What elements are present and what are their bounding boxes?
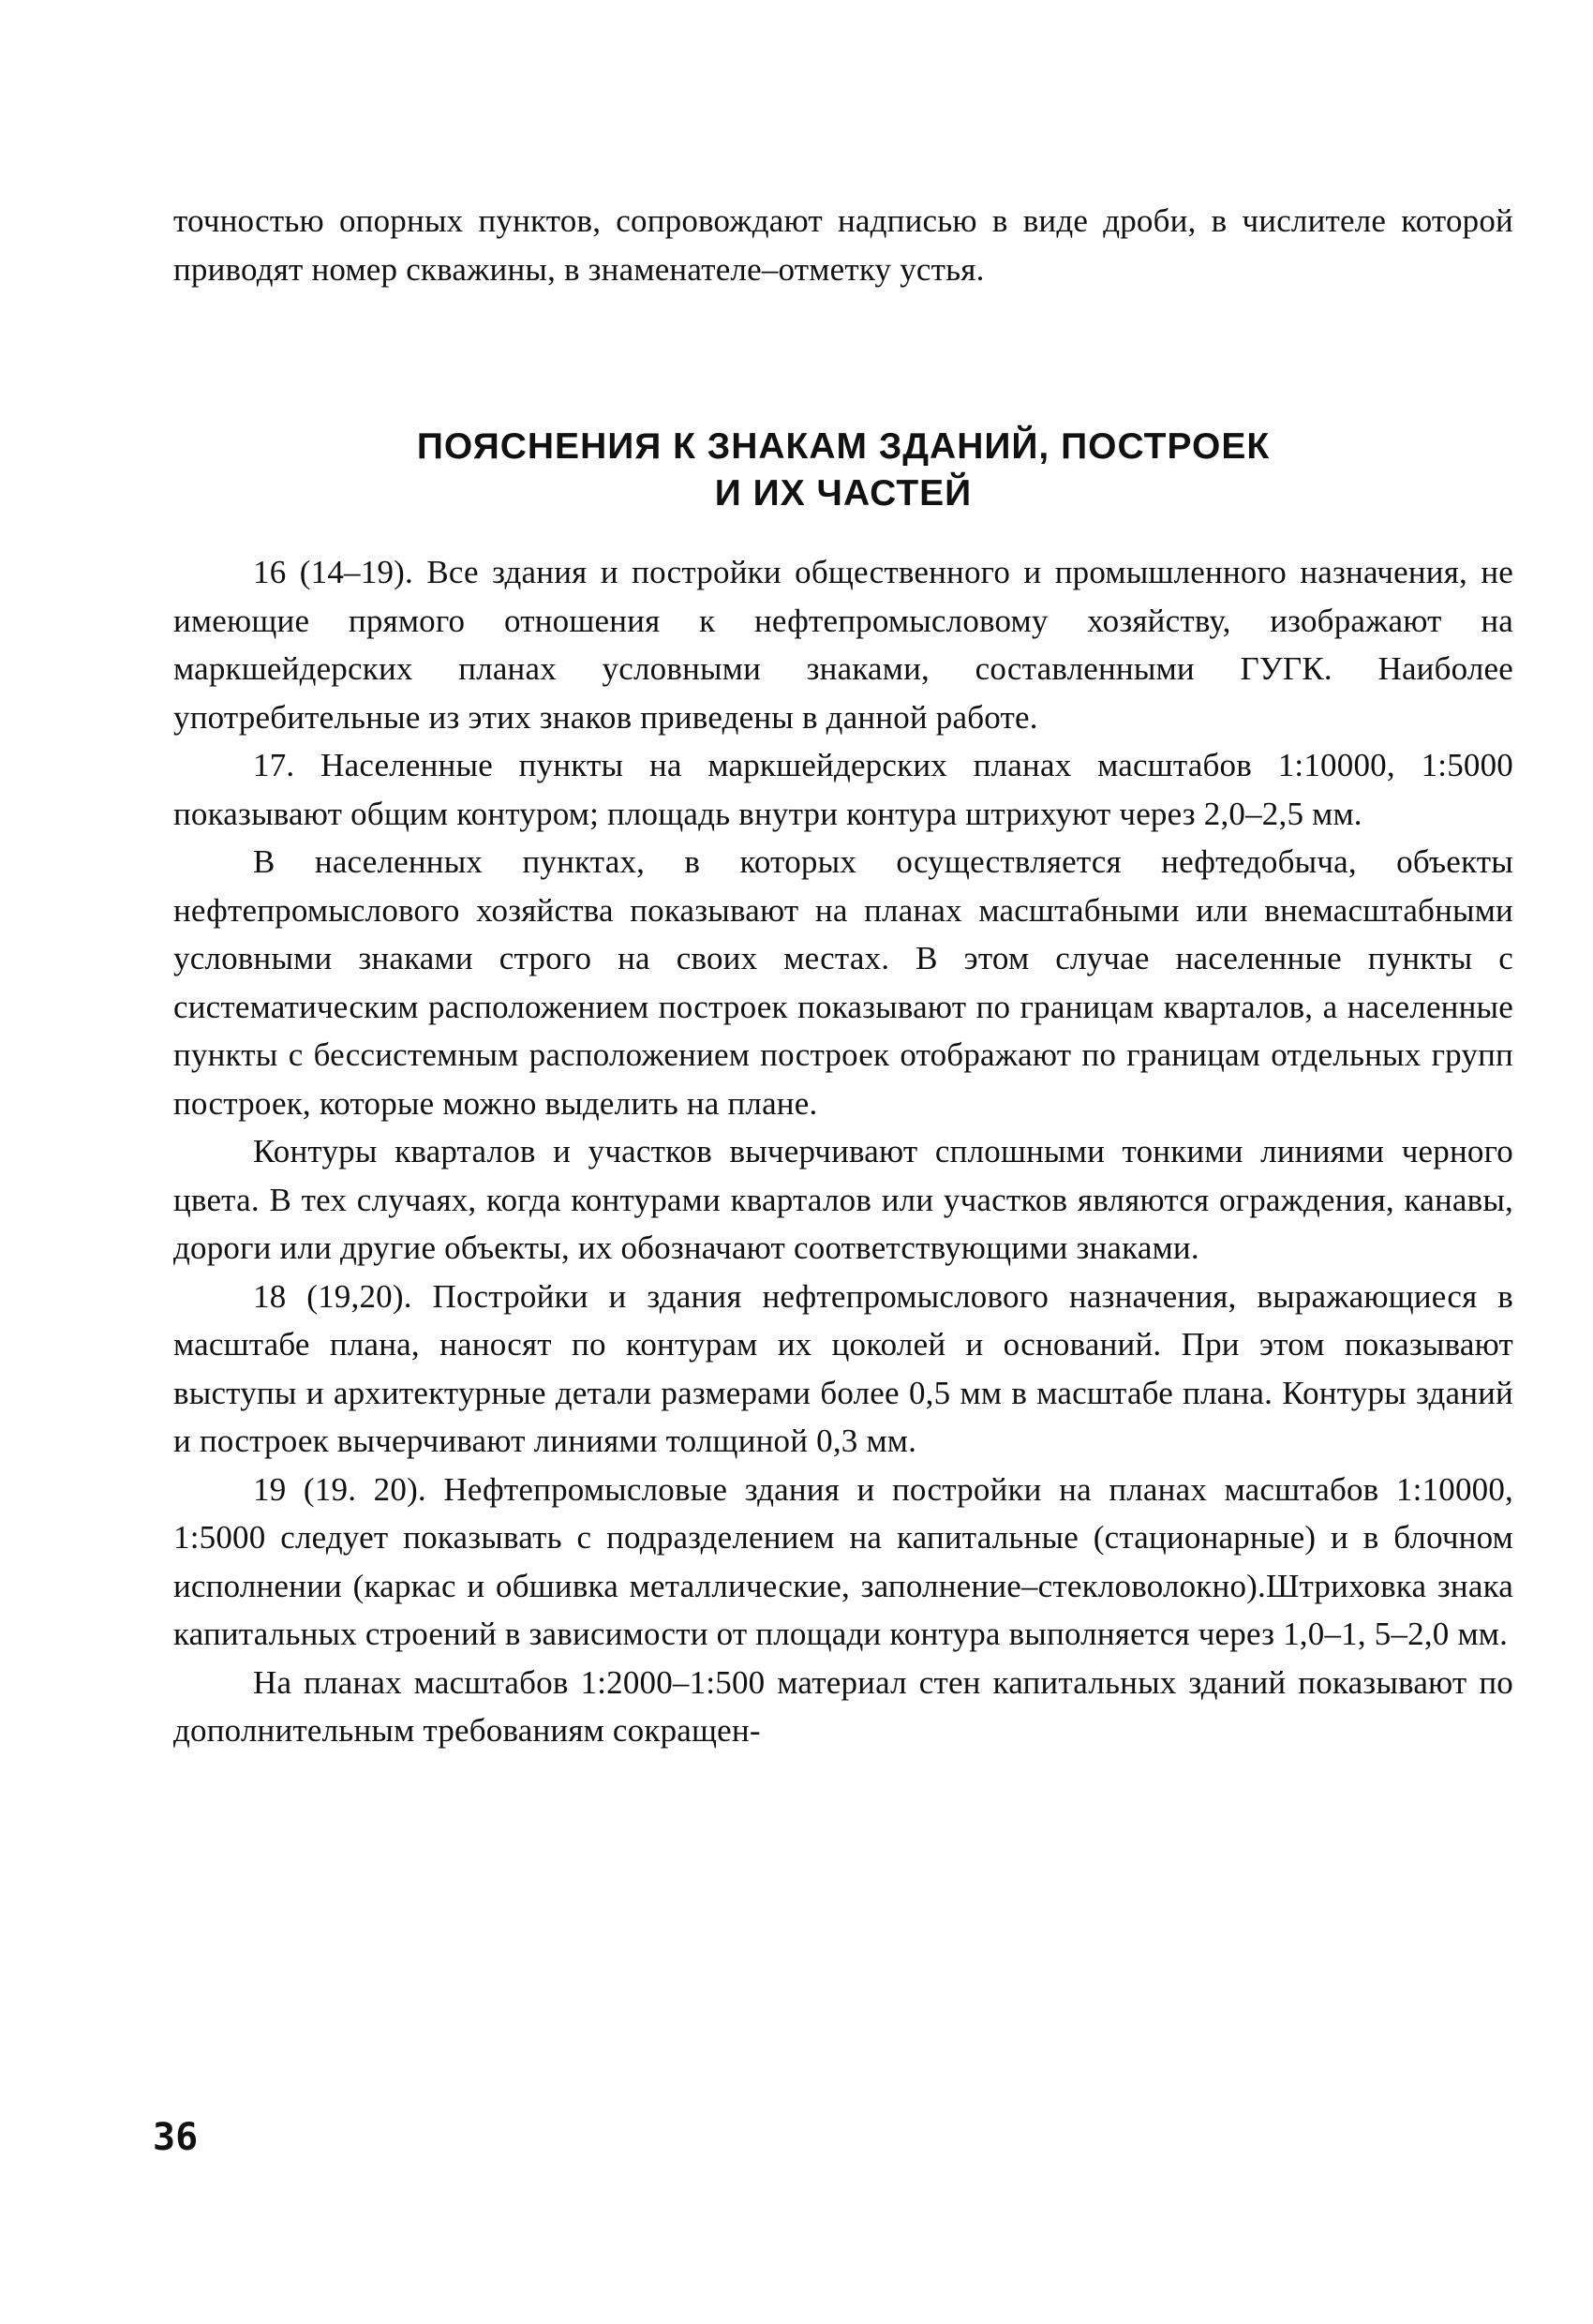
paragraph-wall-material: На планах масштабов 1:2000–1:500 материал стен капитальных зданий показывают по дополнительным требованиям сокращен-: [173, 1663, 1513, 1749]
paragraph-16: 16 (14–19). Все здания и постройки общественного и промышленного назначения, не имеющие прямого отношения к нефтепромысловому хозяйству, изображают на маркшейдерских планах условными знаками, составленными ГУГК. Наиболее употребительные из этих знаков приведены в данной работе.: [173, 554, 1513, 736]
section-heading-line-1: ПОЯСНЕНИЯ К ЗНАКАМ ЗДАНИЙ, ПОСТРОЕК: [416, 426, 1271, 467]
paragraph-contours: Контуры кварталов и участков вычерчивают сплошными тонкими линиями черного цвета. В тех случаях, когда контурами кварталов или участков являются ограждения, канавы, дороги или другие объекты, их обозначают соответствующими знаками.: [173, 1133, 1513, 1266]
section-heading-line-2: И ИХ ЧАСТЕЙ: [714, 473, 973, 514]
intro-paragraph: точностью опорных пунктов, сопровождают надписью в виде дроби, в числителе которой приводят номер скважины, в знаменателе–отметку устья.: [173, 202, 1513, 288]
section-heading: [173, 424, 1513, 517]
paragraph-19: 19 (19. 20). Нефтепромысловые здания и постройки на планах масштабов 1:10000, 1:5000 следует показывать с подразделением на капитальные (стационарные) и в блочном исполнении (каркас и обшивка металлические, заполнение–стекловолокно).Штриховка знака капитальных строений в зависимости от площади контура выполняется через 1,0–1, 5–2,0 мм.: [173, 1470, 1513, 1652]
paragraph-18: 18 (19,20). Постройки и здания нефтепромыслового назначения, выражающиеся в масштабе плана, наносят по контурам их цоколей и оснований. При этом показывают выступы и архитектурные детали размерами более 0,5 мм в масштабе плана. Контуры зданий и построек вычерчивают линиями толщиной 0,3 мм.: [173, 1277, 1513, 1459]
body-text: [173, 548, 1513, 1755]
paragraph-settlements: В населенных пунктах, в которых осуществляется нефтедобыча, объекты нефтепромыслового хозяйства показывают на планах масштабными или внемасштабными условными знаками строго на своих местах. В этом случае населенные пункты с систематическим расположением построек показывают по границам кварталов, а населенные пункты с бессистемным расположением построек отображают по границам отдельных групп построек, которые можно выделить на плане.: [173, 843, 1513, 1122]
page-number: 36: [153, 2116, 199, 2159]
intro-block: [173, 197, 1513, 293]
paragraph-17: 17. Населенные пункты на маркшейдерских планах масштабов 1:10000, 1:5000 показывают общим контуром; площадь внутри контура штрихуют через 2,0–2,5 мм.: [173, 747, 1513, 832]
